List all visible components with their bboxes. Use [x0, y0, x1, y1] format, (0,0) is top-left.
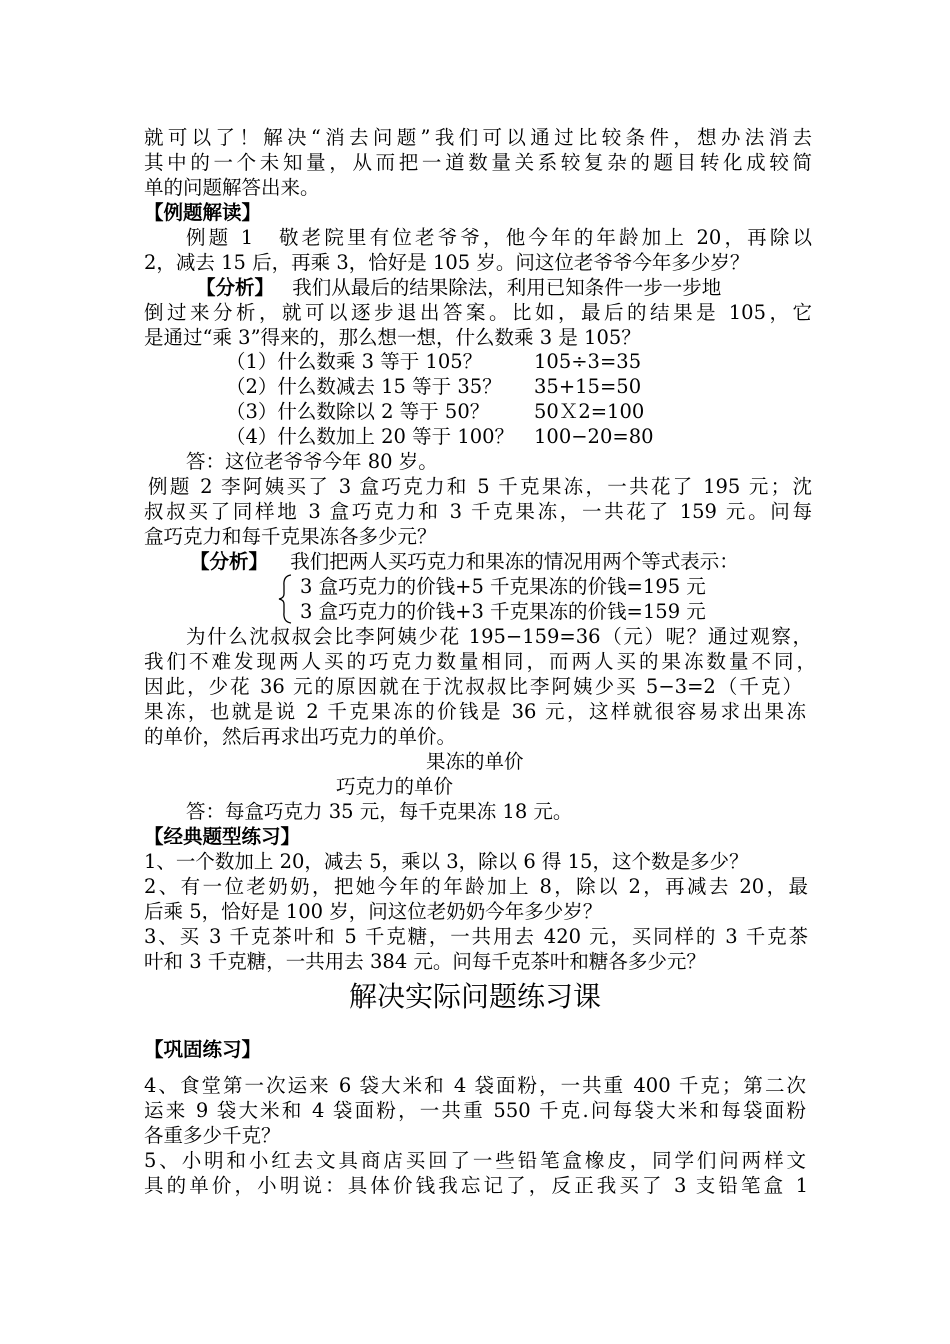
- example2-line-2: 叔叔买了同样地 3 盒巧克力和 3 千克果冻，一共花了 159 元。问每: [144, 500, 812, 523]
- step-1-question: （1）什么数乘 3 等于 105？: [226, 350, 483, 373]
- example2-line-1: 例题 2 李阿姨买了 3 盒巧克力和 5 千克果冻，一共花了 195 元；沈: [148, 475, 812, 498]
- analysis2-line: [190, 549, 739, 574]
- step-3-answer: 50Ｘ2=100: [534, 400, 645, 423]
- practice-line-1: 1、一个数加上 20，减去 5，乘以 3，除以 6 得 15，这个数是多少？: [144, 850, 749, 873]
- example1-line-1: 例题 1 敬老院里有位老爷爷，他今年的年龄加上 20，再除以: [186, 226, 812, 249]
- practice-line-2: 2、有一位老奶奶，把她今年的年龄加上 8，除以 2，再减去 20，最: [144, 875, 808, 898]
- analysis-label: 【分析】: [196, 276, 275, 299]
- step-4-answer: 100−20=80: [534, 425, 654, 448]
- step-1-answer: 105÷3=35: [534, 350, 642, 373]
- answer-2: 答：每盒巧克力 35 元，每千克果冻 18 元。: [186, 800, 573, 823]
- explain2-line-2: 我们不难发现两人买的巧克力数量相同，而两人买的果冻数量不同，: [144, 650, 816, 673]
- explain2-line-4: 果冻，也就是说 2 千克果冻的价钱是 36 元，这样就很容易求出果冻: [144, 700, 806, 723]
- analysis1-first-line: [196, 275, 721, 300]
- answer-1: 答：这位老爷爷今年 80 岁。: [186, 450, 438, 473]
- consolidate-line-3: 各重多少千克？: [144, 1124, 281, 1147]
- explain2-line-1: 为什么沈叔叔会比李阿姨少花 195−159=36（元）呢？通过观察，: [186, 625, 812, 648]
- step-2-question: （2）什么数减去 15 等于 35？: [226, 375, 502, 398]
- analysis1-line-2: 倒过来分析，就可以逐步退出答案。比如，最后的结果是 105，它: [144, 301, 812, 324]
- practice-line-3: 后乘 5，恰好是 100 岁，问这位老奶奶今年多少岁？: [144, 900, 603, 923]
- analysis-label-2: 【分析】: [190, 550, 269, 573]
- consolidate-line-2: 运来 9 袋大米和 4 袋面粉，一共重 550 千克.问每袋大米和每袋面粉: [144, 1099, 806, 1122]
- step-4-question: （4）什么数加上 20 等于 100？: [226, 425, 515, 448]
- heading-practice: 【经典题型练习】: [144, 825, 301, 848]
- chocolate-unit-price: 巧克力的单价: [336, 775, 454, 798]
- example2-line-3: 盒巧克力和每千克果冻各多少元？: [144, 525, 437, 548]
- analysis1-line-3: 是通过“乘 3”得来的，那么想一想，什么数乘 3 是 105？: [144, 326, 641, 349]
- consolidate-line-4: 5、小明和小红去文具商店买回了一些铅笔盒橡皮，同学们问两样文: [144, 1149, 806, 1172]
- consolidate-line-5: 具的单价，小明说：具体价钱我忘记了，反正我买了 3 支铅笔盒 1: [144, 1174, 808, 1197]
- step-2-answer: 35+15=50: [534, 375, 642, 398]
- jelly-unit-price: 果冻的单价: [426, 750, 524, 773]
- heading-consolidate: 【巩固练习】: [144, 1038, 262, 1061]
- explain2-line-3: 因此，少花 36 元的原因就在于沈叔叔比李阿姨少买 5−3=2（千克）: [144, 675, 802, 698]
- analysis1-line-1: 我们从最后的结果除法，利用已知条件一步一步地: [292, 276, 722, 299]
- heading-example: 【例题解读】: [144, 201, 262, 224]
- consolidate-line-1: 4、食堂第一次运来 6 袋大米和 4 袋面粉，一共重 400 千克；第二次: [144, 1074, 806, 1097]
- explain2-line-5: 的单价，然后再求出巧克力的单价。: [144, 725, 457, 748]
- analysis2-text: 我们把两人买巧克力和果冻的情况用两个等式表示：: [290, 550, 739, 573]
- intro-line-1: 就可以了！解决“消去问题”我们可以通过比较条件，想办法消去: [144, 126, 812, 149]
- practice-line-5: 叶和 3 千克糖，一共用去 384 元。问每千克茶叶和糖各多少元？: [144, 950, 706, 973]
- brace-icon: [278, 574, 292, 624]
- example1-line-2: 2，减去 15 后，再乘 3，恰好是 105 岁。问这位老爷爷今年多少岁？: [144, 251, 750, 274]
- equation-1: 3 盒巧克力的价钱+5 千克果冻的价钱=195 元: [300, 575, 706, 598]
- step-3-question: （3）什么数除以 2 等于 50？: [226, 400, 490, 423]
- section-title: 解决实际问题练习课: [348, 980, 601, 1013]
- intro-line-3: 单的问题解答出来。: [144, 176, 320, 199]
- equation-2: 3 盒巧克力的价钱+3 千克果冻的价钱=159 元: [300, 600, 706, 623]
- intro-line-2: 其中的一个未知量，从而把一道数量关系较复杂的题目转化成较简: [144, 151, 812, 174]
- practice-line-4: 3、买 3 千克茶叶和 5 千克糖，一共用去 420 元，买同样的 3 千克茶: [144, 925, 808, 948]
